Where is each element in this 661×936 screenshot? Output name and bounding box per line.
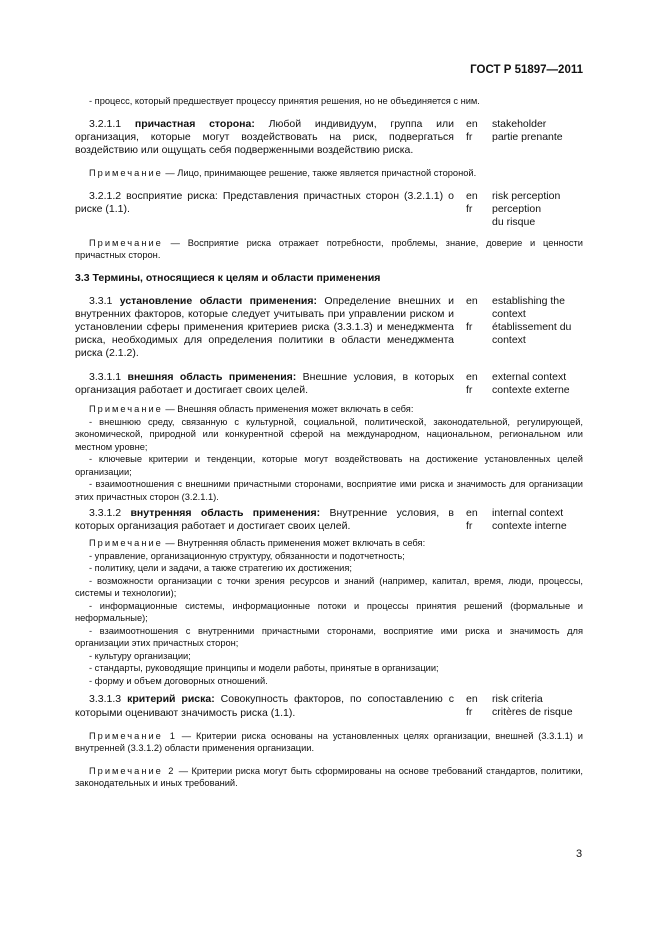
term-entry-3-3-1 — [75, 295, 583, 361]
foreign-equivalents: internal context contexte interne — [492, 507, 567, 533]
document-header: ГОСТ Р 51897—2011 — [470, 64, 583, 76]
term-name: внешняя область применения: — [127, 370, 297, 383]
foreign-equivalents: external context contexte externe — [492, 370, 570, 396]
term-definition: 3.2.1.1 причастная сторона: Любой индивидуум, группа или организация, которые могут воздействовать на риск, подвергаться воздействию или ощущать себя подверженными воздействию риска. — [75, 117, 454, 156]
list-item: - форму и объем договорных отношений. — [89, 675, 268, 686]
list-item: - ключевые критерии и тенденции, которые могут воздействовать на достижение установленных целей организации; — [75, 454, 583, 477]
term-note: Примечание — Внутренняя область применения может включать в себя: — [89, 538, 426, 549]
term-name: внутренняя область применения: — [130, 507, 321, 520]
foreign-equivalents: establishing the context établissement du context — [492, 294, 572, 346]
term-note-1: Примечание 1 — Критерии риска основаны на установленных целях организации, внешней (3.3.1.1) и внутренней (3.3.1.2) области применения организации. — [75, 730, 583, 754]
term-entry-3-2-1-2 — [75, 190, 583, 229]
list-item: - внешнюю среду, связанную с культурной, социальной, политической, законодательной, регулирующей, экономической, природной или конкурентной сферой на международном, национальном, региональном или местном уровне; — [75, 416, 583, 452]
term-name: установление области применения: — [119, 294, 318, 307]
term-name: критерий риска: — [127, 693, 215, 706]
term-note-2: Примечание 2 — Критерии риска могут быть сформированы на основе требований стандартов, политики, законодательных и иных требований. — [75, 765, 583, 789]
language-codes: en fr — [466, 370, 478, 396]
term-name: восприятие риска: — [126, 189, 218, 202]
term-definition: 3.3.1.2 внутренняя область применения: Внутренние условия, в которых организация работает и достигает своих целей. — [75, 507, 455, 533]
term-name: причастная сторона: — [134, 117, 255, 130]
term-note: Примечание — Лицо, принимающее решение, также является причастной стороной. — [89, 168, 477, 179]
term-entry-3-3-1-2 — [75, 507, 583, 533]
list-item: - взаимоотношения с внешними причастными сторонами, восприятие ими риска и значимость для организации этих причастных сторон (3.2.1.1). — [75, 479, 583, 502]
page-content — [75, 95, 583, 790]
language-codes: en fr — [466, 189, 478, 215]
term-definition: 3.2.1.2 восприятие риска: Представления причастных сторон (3.2.1.1) о риске (1.1). — [75, 189, 454, 215]
list-item: - управление, организационную структуру, обязанности и подотчетность; — [89, 550, 405, 561]
language-codes: en fr — [466, 117, 478, 143]
foreign-equivalents: risk perception perception du risque — [492, 189, 561, 228]
list-item: - взаимоотношения с внутренними причастными сторонами, восприятие ими риска и значимость для организации этих причастных сторон; — [75, 625, 583, 649]
intro-list-item: - процесс, который предшествует процессу принятия решения, но не объединяется с ним. — [89, 96, 480, 106]
term-entry-3-3-1-3 — [75, 693, 583, 719]
foreign-equivalents: stakeholder partie prenante — [492, 117, 563, 143]
language-codes: en fr — [466, 294, 478, 333]
term-note: Примечание — Внешняя область применения может включать в себя: — [89, 404, 414, 415]
term-note: Примечание — Восприятие риска отражает потребности, проблемы, знание, доверие и ценности причастных сторон. — [75, 237, 583, 261]
term-definition: 3.3.1.1 внешняя область применения: Внешние условия, в которых организация работает и достигает своих целей. — [75, 370, 454, 396]
section-heading: 3.3 Термины, относящиеся к целям и области применения — [75, 271, 381, 284]
term-definition: 3.3.1.3 критерий риска: Совокупность факторов, по сопоставлению с которыми оценивают значимость риска (1.1). — [75, 693, 454, 719]
page-number: 3 — [576, 848, 583, 860]
note-list — [75, 550, 583, 688]
language-codes: en fr — [466, 507, 478, 533]
list-item: - информационные системы, информационные потоки и процессы принятия решений (формальные и неформальные); — [75, 600, 583, 624]
list-item: - культуру организации; — [89, 650, 191, 661]
term-entry-3-3-1-1 — [75, 371, 583, 397]
foreign-equivalents: risk criteria critères de risque — [492, 693, 573, 719]
list-item: - политику, цели и задачи, а также стратегию их достижения; — [89, 563, 352, 574]
list-item: - стандарты, руководящие принципы и модели работы, принятые в организации; — [89, 663, 439, 674]
language-codes: en fr — [466, 693, 478, 719]
note-list — [75, 416, 583, 504]
list-item: - возможности организации с точки зрения ресурсов и знаний (например, капитал, время, люди, процессы, системы и технологии); — [75, 575, 583, 599]
term-entry-3-2-1-1 — [75, 118, 583, 158]
term-definition: 3.3.1 установление области применения: Определение внешних и внутренних факторов, которые следует учитывать при управлении риском и установлении сферы применения критериев риска (3.3.1.3) и менеджмента риска, необходимых для определения политики в области менеджмента риска (2.1.2). — [75, 294, 454, 360]
